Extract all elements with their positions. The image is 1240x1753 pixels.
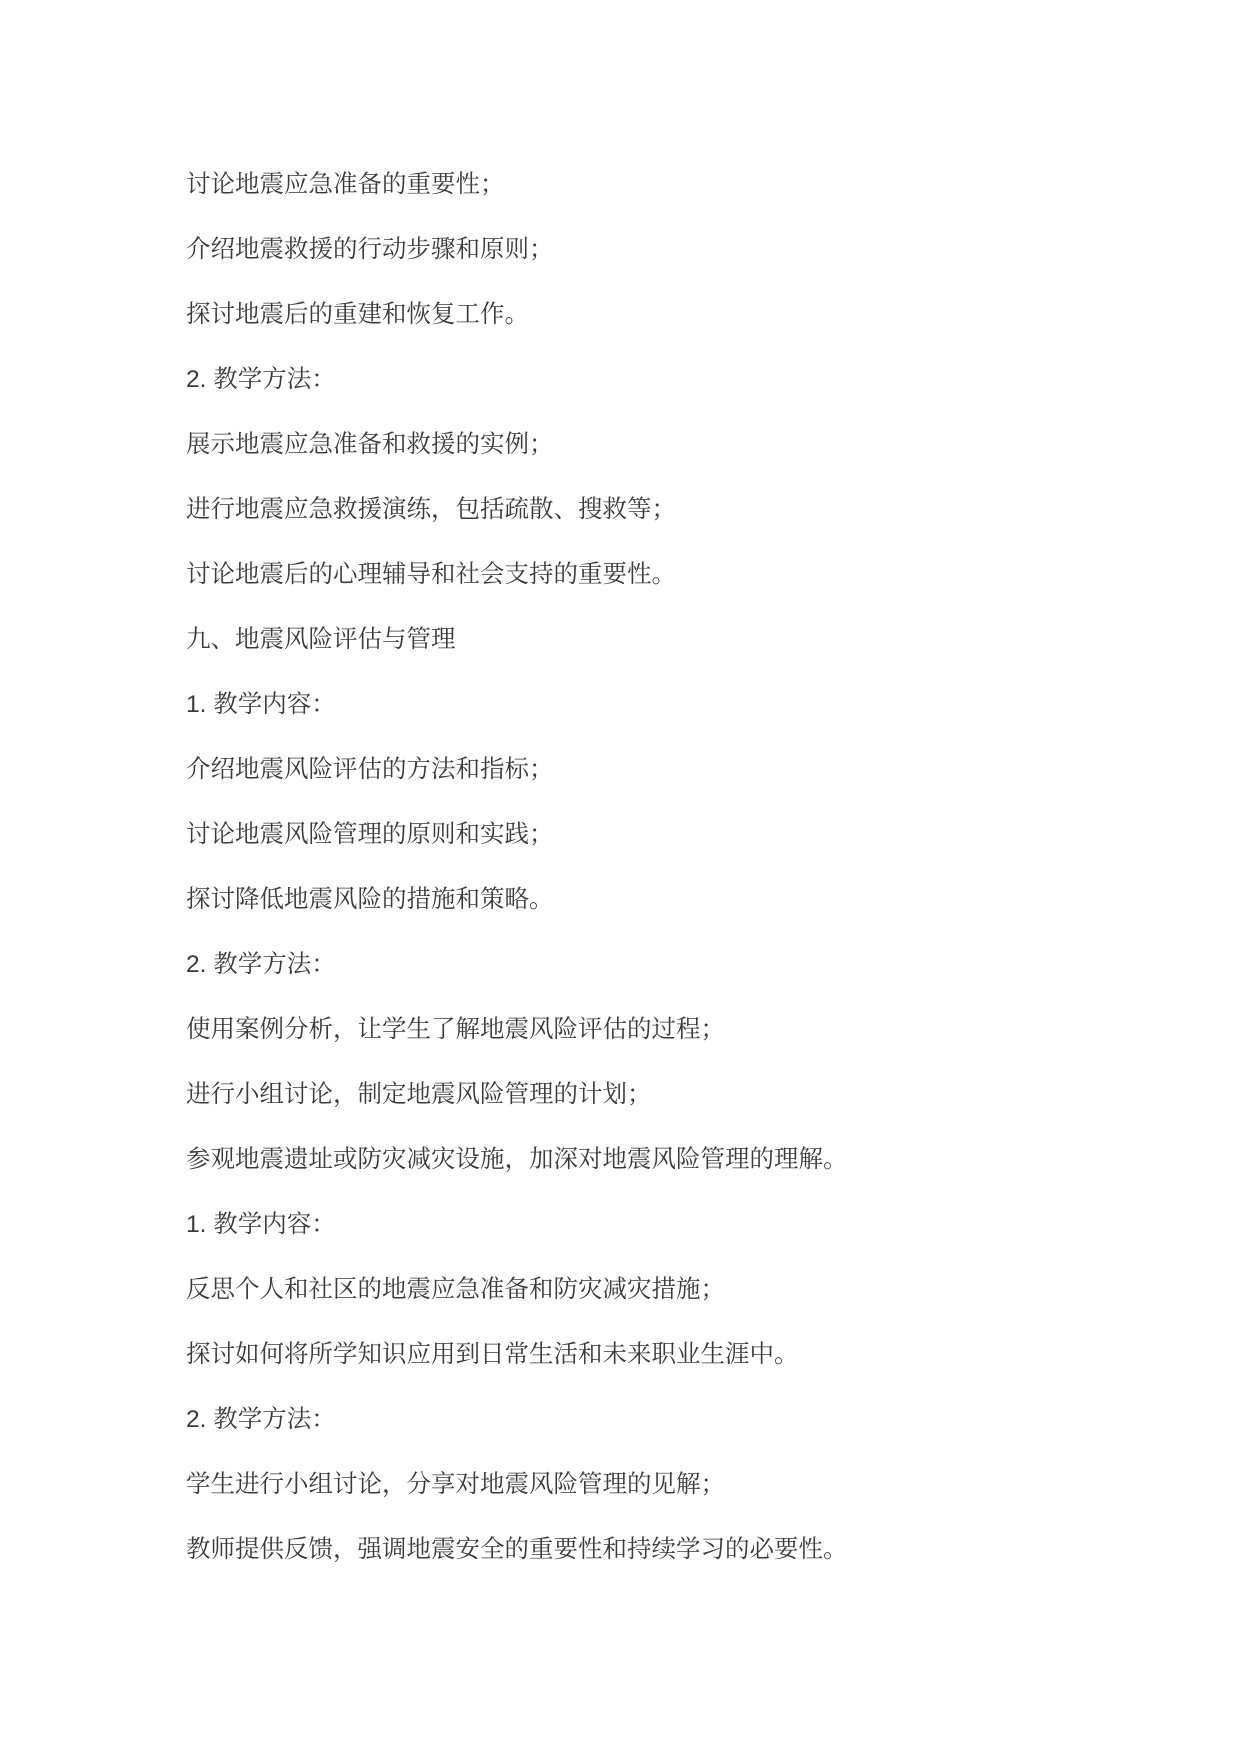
paragraph: 使用案例分析，让学生了解地震风险评估的过程； bbox=[186, 1016, 725, 1043]
paragraph: 九、地震风险评估与管理 bbox=[186, 626, 456, 653]
paragraph: 2. 教学方法： bbox=[186, 1406, 336, 1433]
paragraph: 2. 教学方法： bbox=[186, 951, 336, 978]
paragraph: 1. 教学内容： bbox=[186, 1211, 336, 1238]
paragraph: 探讨降低地震风险的措施和策略。 bbox=[186, 886, 554, 913]
paragraph: 讨论地震应急准备的重要性； bbox=[186, 171, 505, 198]
paragraph: 反思个人和社区的地震应急准备和防灾减灾措施； bbox=[186, 1276, 725, 1303]
paragraph: 探讨地震后的重建和恢复工作。 bbox=[186, 301, 529, 328]
paragraph: 参观地震遗址或防灾减灾设施，加深对地震风险管理的理解。 bbox=[186, 1146, 848, 1173]
paragraph: 学生进行小组讨论，分享对地震风险管理的见解； bbox=[186, 1471, 725, 1498]
paragraph: 教师提供反馈，强调地震安全的重要性和持续学习的必要性。 bbox=[186, 1536, 848, 1563]
paragraph: 探讨如何将所学知识应用到日常生活和未来职业生涯中。 bbox=[186, 1341, 799, 1368]
paragraph: 展示地震应急准备和救援的实例； bbox=[186, 431, 554, 458]
document-content bbox=[186, 152, 1126, 1582]
paragraph: 介绍地震风险评估的方法和指标； bbox=[186, 756, 554, 783]
paragraph: 进行小组讨论，制定地震风险管理的计划； bbox=[186, 1081, 652, 1108]
paragraph: 1. 教学内容： bbox=[186, 691, 336, 718]
paragraph: 讨论地震风险管理的原则和实践； bbox=[186, 821, 554, 848]
paragraph: 进行地震应急救援演练，包括疏散、搜救等； bbox=[186, 496, 676, 523]
paragraph: 介绍地震救援的行动步骤和原则； bbox=[186, 236, 554, 263]
paragraph: 2. 教学方法： bbox=[186, 366, 336, 393]
paragraph: 讨论地震后的心理辅导和社会支持的重要性。 bbox=[186, 561, 676, 588]
